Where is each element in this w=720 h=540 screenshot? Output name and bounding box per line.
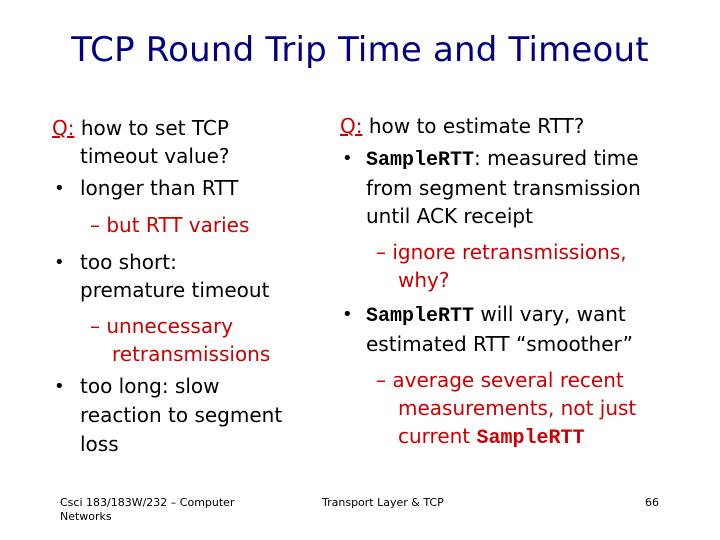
right-item1-line2: from segment transmission <box>366 176 641 200</box>
bullet-icon: • <box>342 304 353 325</box>
sample-rtt-code: SampleRTT <box>366 149 475 172</box>
question-prefix: Q: <box>340 114 363 138</box>
right-item1-sub-line2: why? <box>398 268 450 292</box>
question-prefix: Q: <box>52 116 75 140</box>
right-item1-line3: until ACK receipt <box>366 204 533 228</box>
left-item1-sub: – but RTT varies <box>90 213 250 237</box>
slide-title: TCP Round Trip Time and Timeout <box>71 30 649 70</box>
left-item2-sub-line1: – unnecessary <box>90 314 234 338</box>
left-question-line1 <box>52 116 229 140</box>
left-question-text: how to set TCP <box>74 116 229 140</box>
right-item2-line2: estimated RTT “smoother” <box>366 332 633 356</box>
right-item2-sub-line3-text: current <box>398 424 477 448</box>
footer-course-line1: Csci 183/183W/232 – Computer <box>60 496 235 509</box>
left-item2-sub-line2: retransmissions <box>112 342 271 366</box>
bullet-icon: • <box>54 376 65 397</box>
footer-course-line2: Networks <box>60 510 112 523</box>
left-item3-line2: reaction to segment <box>80 403 283 427</box>
right-question-text: how to estimate RTT? <box>362 114 585 138</box>
sample-rtt-code: SampleRTT <box>476 427 585 450</box>
right-item2-sub-line3 <box>398 424 585 450</box>
left-item1: longer than RTT <box>80 176 239 200</box>
right-item2-text: will vary, want <box>474 302 626 326</box>
page-number: 66 <box>645 496 659 509</box>
sample-rtt-code: SampleRTT <box>366 305 475 328</box>
left-item2-line2: premature timeout <box>80 278 270 302</box>
left-item3-line3: loss <box>80 432 119 456</box>
bullet-icon: • <box>54 252 65 273</box>
right-item1-line1 <box>366 146 639 172</box>
footer-topic: Transport Layer & TCP <box>322 496 444 509</box>
right-item2-sub-line1: – average several recent <box>376 368 624 392</box>
right-question <box>340 114 584 138</box>
right-item2-sub-line2: measurements, not just <box>398 396 637 420</box>
right-item1-sub-line1: – ignore retransmissions, <box>376 240 627 264</box>
bullet-icon: • <box>54 178 65 199</box>
left-item2-line1: too short: <box>80 250 177 274</box>
right-item2-line1 <box>366 302 626 328</box>
right-item1-text: : measured time <box>474 146 639 170</box>
left-question-line2: timeout value? <box>80 144 230 168</box>
left-item3-line1: too long: slow <box>80 374 220 398</box>
bullet-icon: • <box>342 148 353 169</box>
